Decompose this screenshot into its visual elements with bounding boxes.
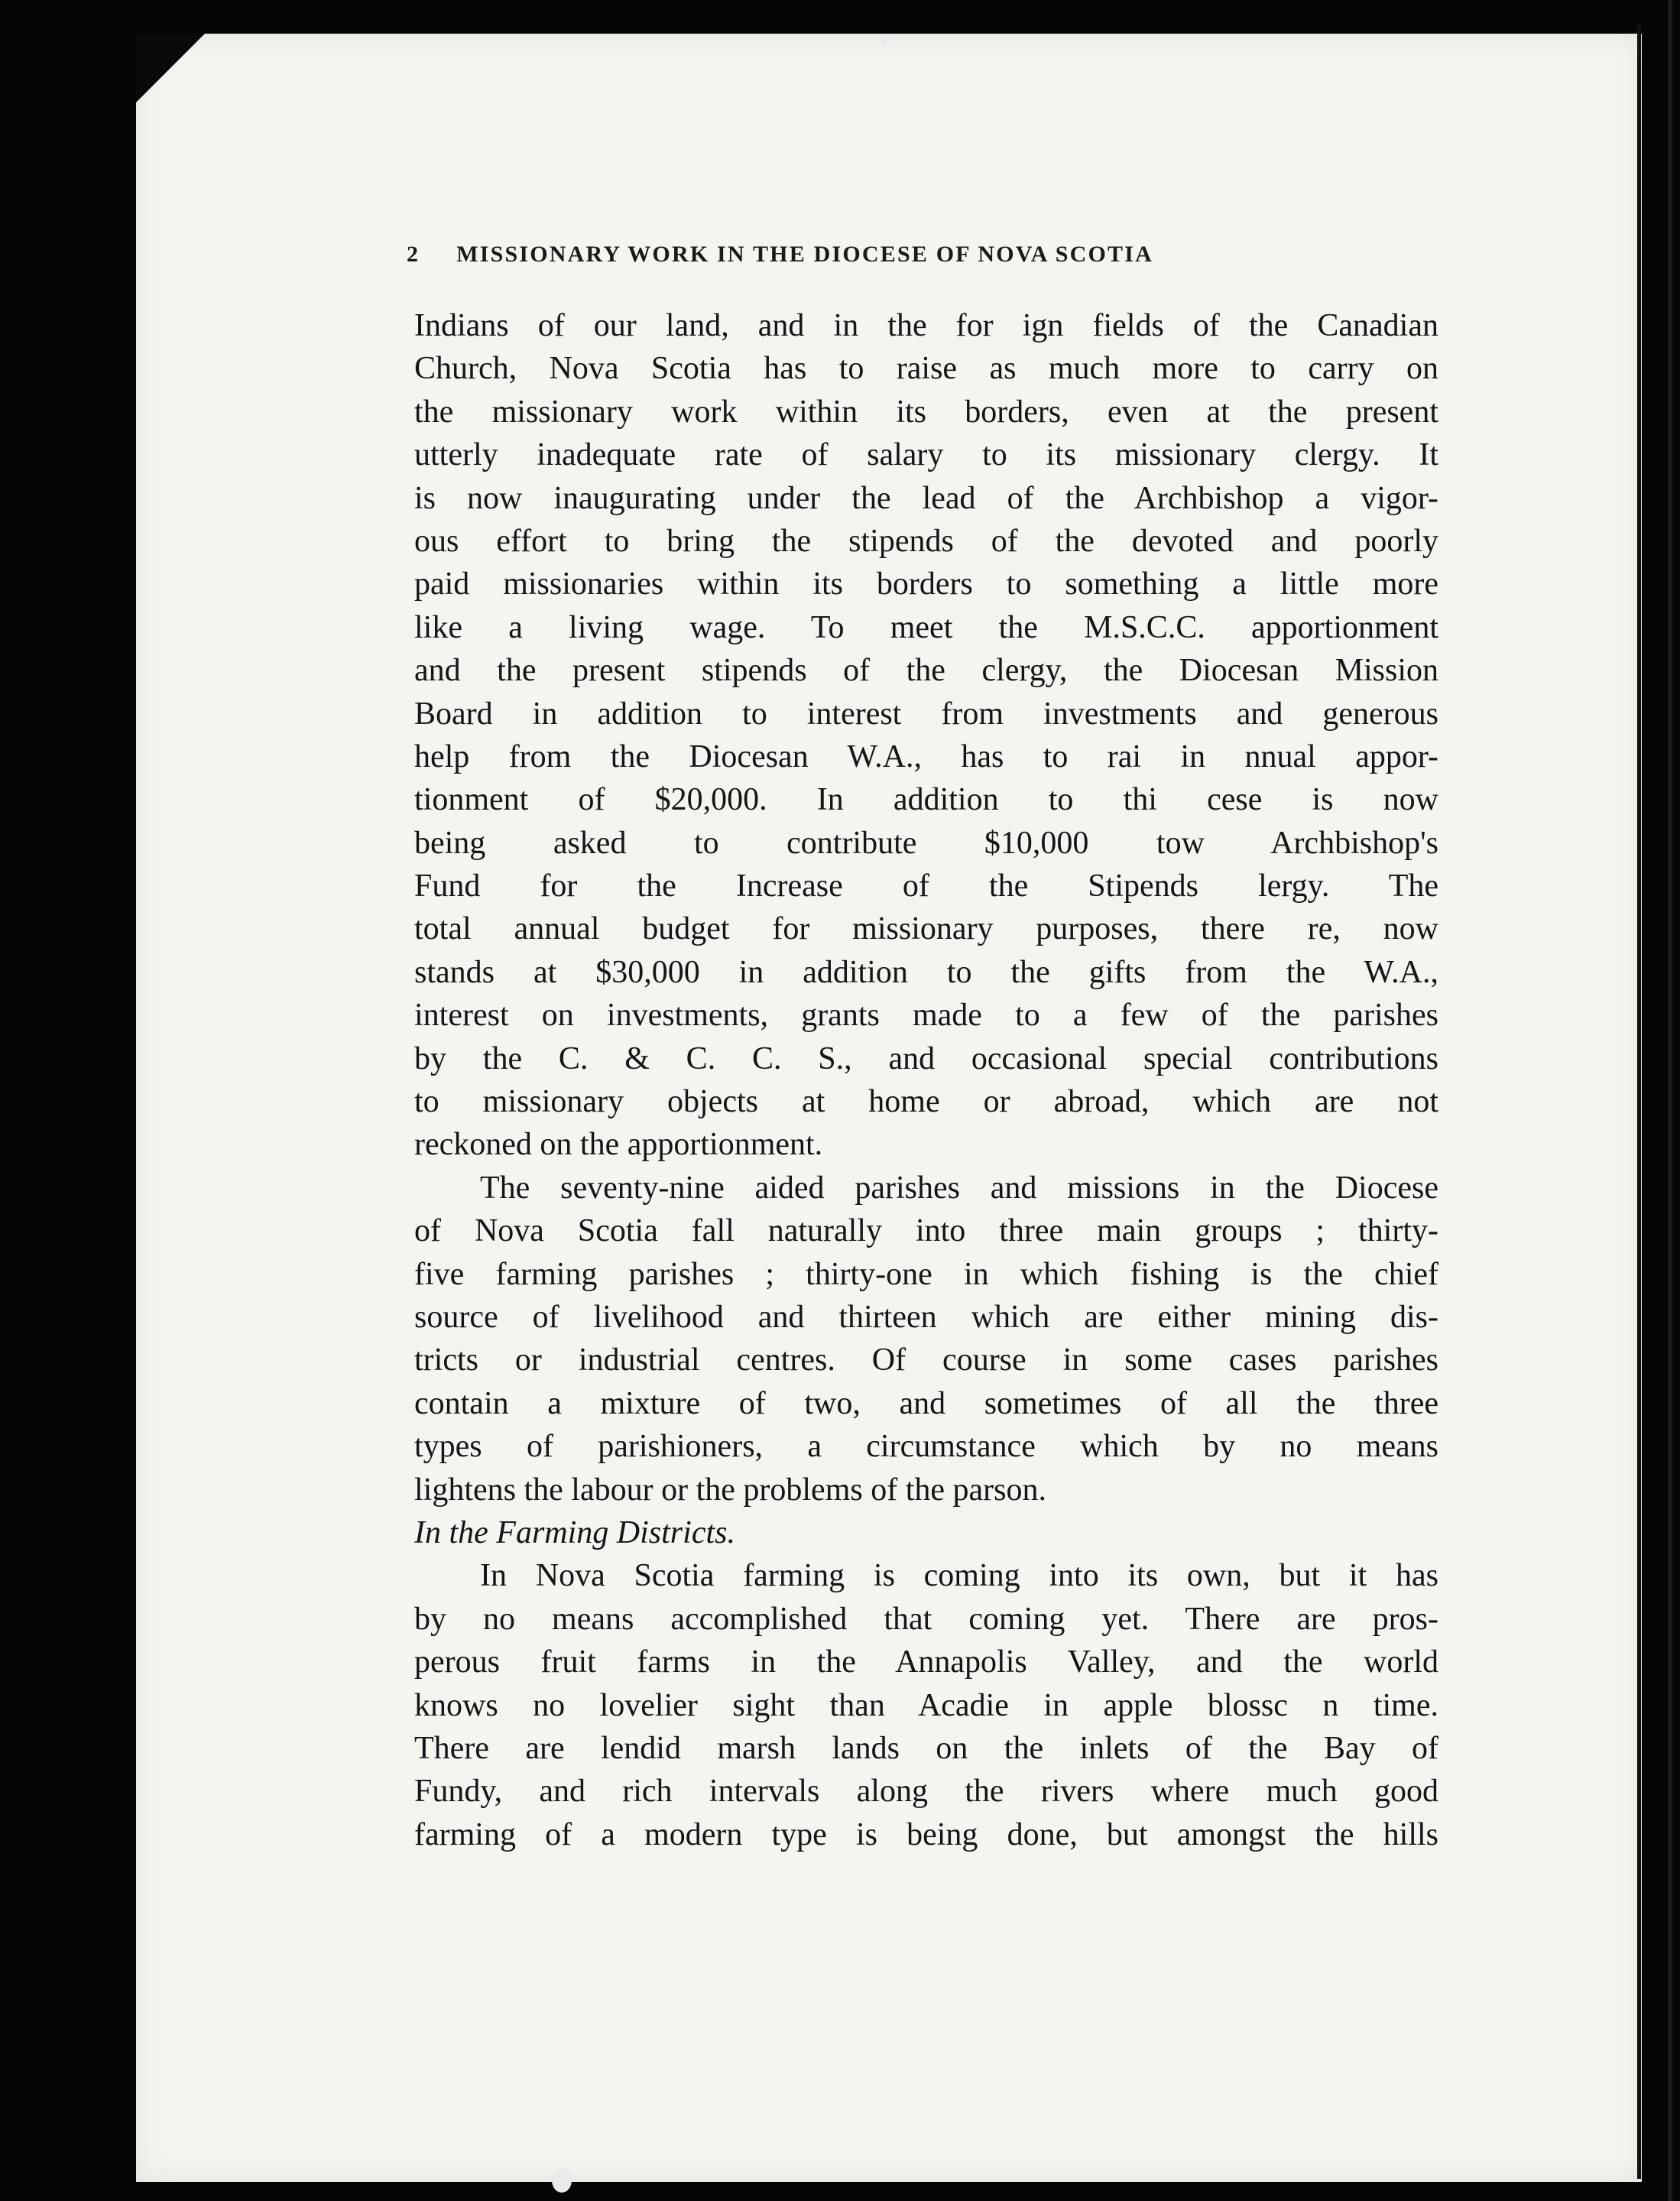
text-line: Fund for the Increase of the Stipends lergy. The <box>414 868 1438 904</box>
text-line: In Nova Scotia farming is coming into its own, but it has <box>480 1558 1438 1594</box>
text-line: and the present stipends of the clergy, the Diocesan Mission <box>414 653 1438 689</box>
text-line: perous fruit farms in the Annapolis Valley, and the world <box>414 1644 1438 1680</box>
text-line: five farming parishes ; thirty-one in which fishing is the chief <box>414 1256 1438 1292</box>
text-line: by the C. & C. C. S., and occasional special contributions <box>414 1040 1438 1076</box>
section-heading: In the Farming Districts. <box>414 1514 735 1550</box>
text-line: tionment of $20,000. In addition to thi cese is now <box>414 782 1438 818</box>
text-line: Church, Nova Scotia has to raise as much more to carry on <box>414 351 1438 387</box>
body-text <box>414 304 1438 1856</box>
text-line: interest on investments, grants made to a few of the parishes <box>414 998 1438 1034</box>
text-line: lightens the labour or the problems of the parson. <box>414 1472 1046 1508</box>
text-line: of Nova Scotia fall naturally into three main groups ; thirty- <box>414 1213 1438 1249</box>
text-line: types of parishioners, a circumstance which by no means <box>414 1429 1438 1465</box>
text-line: Indians of our land, and in the for ign fields of the Canadian <box>414 308 1438 343</box>
text-line: contain a mixture of two, and sometimes of all the three <box>414 1385 1438 1421</box>
text-line: paid missionaries within its borders to something a little more <box>414 566 1438 602</box>
dust-speck <box>552 2168 572 2193</box>
scan-edge-line <box>1668 0 1672 2201</box>
text-line: Board in addition to interest from investments and generous <box>414 696 1438 732</box>
text-line: help from the Diocesan W.A., has to rai in nnual appor- <box>414 739 1438 774</box>
page-edge-line <box>1637 23 1641 2179</box>
page-fold-corner <box>136 34 205 102</box>
text-line: ous effort to bring the stipends of the devoted and poorly <box>414 523 1438 559</box>
dust-speck <box>881 40 887 46</box>
text-line: is now inaugurating under the lead of the Archbishop a vigor- <box>414 480 1438 516</box>
text-line: stands at $30,000 in addition to the gifts from the W.A., <box>414 954 1438 990</box>
page-number: 2 <box>407 242 420 267</box>
text-line: utterly inadequate rate of salary to its missionary clergy. It <box>414 437 1438 473</box>
text-line: to missionary objects at home or abroad, which are not <box>414 1084 1438 1120</box>
text-line: source of livelihood and thirteen which are either mining dis- <box>414 1299 1438 1335</box>
running-title: MISSIONARY WORK IN THE DIOCESE OF NOVA SCOTIA <box>456 242 1153 267</box>
text-line: being asked to contribute $10,000 tow Archbishop's <box>414 825 1438 861</box>
text-line: by no means accomplished that coming yet. There are pros- <box>414 1601 1438 1637</box>
text-line: There are lendid marsh lands on the inlets of the Bay of <box>414 1730 1438 1766</box>
text-line: knows no lovelier sight than Acadie in apple blossc n time. <box>414 1687 1438 1723</box>
text-line: like a living wage. To meet the M.S.C.C. apportionment <box>414 609 1438 645</box>
text-line: farming of a modern type is being done, but amongst the hills <box>414 1816 1438 1852</box>
text-line: Fundy, and rich intervals along the rivers where much good <box>414 1774 1438 1810</box>
running-header <box>407 242 1416 268</box>
text-line: the missionary work within its borders, even at the present <box>414 394 1438 430</box>
text-line: The seventy-nine aided parishes and missions in the Diocese <box>480 1170 1438 1206</box>
text-line: total annual budget for missionary purposes, there re, now <box>414 911 1438 947</box>
text-line: tricts or industrial centres. Of course in some cases parishes <box>414 1342 1438 1378</box>
text-line: reckoned on the apportionment. <box>414 1127 823 1163</box>
